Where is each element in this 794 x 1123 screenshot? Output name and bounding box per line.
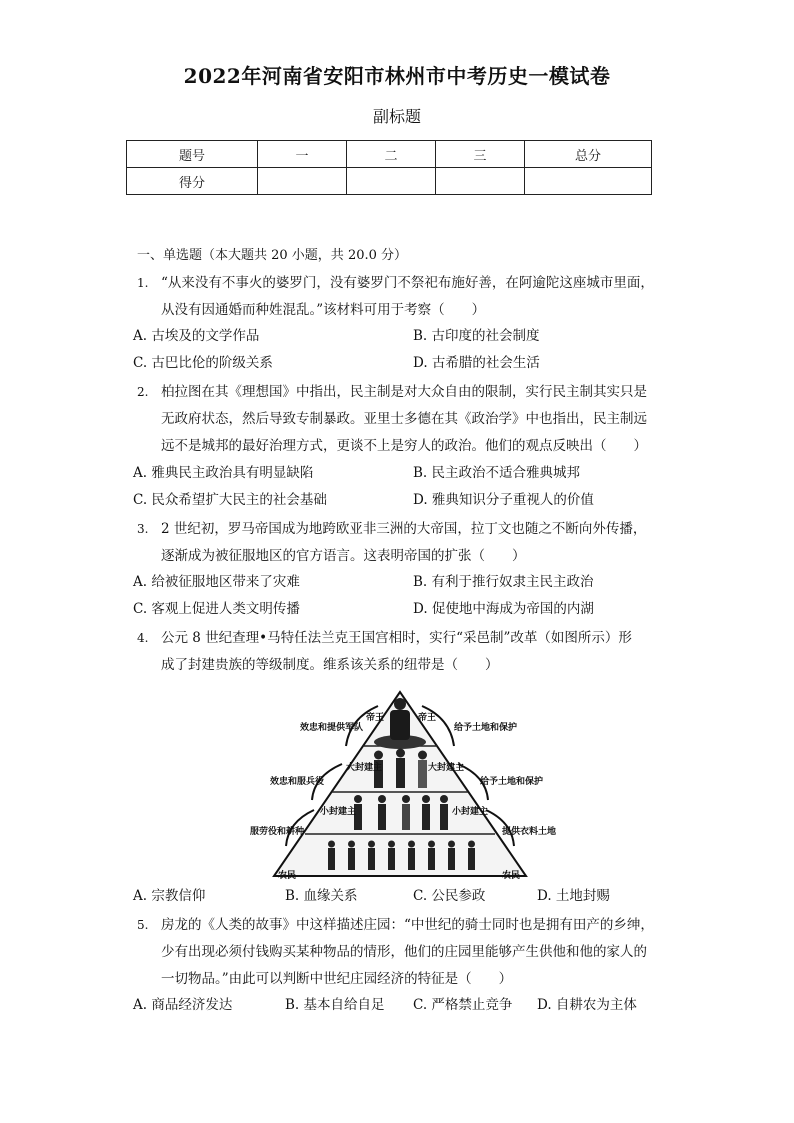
option-c[interactable]: C. 古巴比伦的阶级关系 [133,355,273,371]
option-a[interactable]: A. 给被征服地区带来了灾难 [133,574,300,590]
figure-label: 大封建主 [346,763,383,773]
question-number: 1. [137,276,149,290]
question-text-line: 逐渐成为被征服地区的官方语言。这表明帝国的扩张（ ） [161,548,526,564]
option-d[interactable]: D. 古希腊的社会生活 [413,355,540,371]
option-a[interactable]: A. 雅典民主政治具有明显缺陷 [133,465,314,481]
question-2 [137,379,667,460]
option-c[interactable]: C. 客观上促进人类文明传播 [133,601,300,617]
figure-label: 小封建主 [320,807,357,817]
option-d[interactable]: D. 雅典知识分子重视人的价值 [413,492,594,508]
question-number: 2. [137,385,149,399]
figure-label: 效忠和服兵役 [270,777,325,787]
options-row [133,324,673,351]
page-subtitle: 副标题 [372,107,421,126]
options-row [133,884,673,911]
score-table [126,140,652,195]
figure-label: 给予土地和保护 [454,723,518,733]
question-text-line: “从来没有不事火的婆罗门，没有婆罗门不祭祀布施好善，在阿逾陀这座城市里面， [161,275,654,291]
score-table-blank-cell[interactable] [436,168,525,195]
option-b[interactable]: B. 古印度的社会制度 [413,328,540,344]
score-table-blank-cell[interactable] [525,168,652,195]
question-number: 4. [137,631,149,645]
figure-label: 帝王 [418,713,437,723]
score-table-header-row [127,141,652,168]
question-4 [137,625,667,679]
question-text-line: 一切物品。”由此可以判断中世纪庄园经济的特征是（ ） [161,971,513,987]
option-c[interactable]: C. 公民参政 [413,888,486,904]
options-row [133,597,673,624]
question-5 [137,912,667,993]
question-text-line: 远不是城邦的最好治理方式，更谈不上是穷人的政治。他们的观点反映出（ ） [161,438,647,454]
question-text-line: 2 世纪初，罗马帝国成为地跨欧亚非三洲的大帝国，拉丁文也随之不断向外传播， [161,521,647,537]
figure-label: 大封建主 [428,763,465,773]
question-1 [137,270,667,324]
question-text-line: 柏拉图在其《理想国》中指出，民主制是对大众自由的限制，实行民主制其实只是 [161,384,647,400]
figure-label: 给予土地和保护 [480,777,544,787]
option-c[interactable]: C. 民众希望扩大民主的社会基础 [133,492,327,508]
option-a[interactable]: A. 商品经济发达 [133,997,233,1013]
question-text-line: 无政府状态，然后导致专制暴政。亚里士多德在其《政治学》中也指出，民主制远 [161,411,647,427]
feudal-pyramid-figure [250,688,557,882]
option-d[interactable]: D. 自耕农为主体 [537,997,637,1013]
figure-label: 农民 [502,871,521,881]
option-a[interactable]: A. 宗教信仰 [133,888,206,904]
score-table-cell: 题号 [127,141,258,168]
score-table-blank-cell[interactable] [258,168,347,195]
option-a[interactable]: A. 古埃及的文学作品 [133,328,260,344]
option-b[interactable]: B. 有利于推行奴隶主民主政治 [413,574,594,590]
question-text-line: 少有出现必须付钱购买某种物品的情形，他们的庄园里能够产生供他和他的家人的 [161,944,647,960]
question-text-line: 成了封建贵族的等级制度。维系该关系的纽带是（ ） [161,657,499,673]
question-3 [137,516,667,570]
figure-label: 提供衣料土地 [502,827,557,837]
question-text-line: 房龙的《人类的故事》中这样描述庄园：“中世纪的骑士同时也是拥有田产的乡绅， [161,917,654,933]
option-b[interactable]: B. 基本自给自足 [285,997,385,1013]
figure-label: 帝王 [366,713,385,723]
option-d[interactable]: D. 土地封赐 [537,888,610,904]
score-table-cell: 二 [347,141,436,168]
option-c[interactable]: C. 严格禁止竞争 [413,997,513,1013]
question-text-line: 公元 8 世纪查理•马特任法兰克王国宫相时，实行“采邑制”改革（如图所示）形 [161,630,632,646]
section-heading: 一、单选题（本大题共 20 小题，共 20.0 分） [137,248,408,263]
score-table-cell: 总分 [525,141,652,168]
options-row [133,570,673,597]
score-table-cell: 三 [436,141,525,168]
options-row [133,993,673,1020]
question-number: 5. [137,918,149,932]
score-table-blank-cell[interactable] [347,168,436,195]
option-d[interactable]: D. 促使地中海成为帝国的内湖 [413,601,594,617]
figure-label: 效忠和提供军队 [300,723,364,733]
question-number: 3. [137,522,149,536]
figure-label: 农民 [278,871,297,881]
page-title: 2022年河南省安阳市林州市中考历史一模试卷 [183,64,611,88]
figure-label: 服劳役和耕种 [250,827,305,837]
score-table-cell: 一 [258,141,347,168]
figure-label: 小封建主 [452,807,489,817]
score-table-cell: 得分 [127,168,258,195]
option-b[interactable]: B. 血缘关系 [285,888,358,904]
option-b[interactable]: B. 民主政治不适合雅典城邦 [413,465,581,481]
options-row [133,351,673,378]
options-row [133,461,673,488]
question-text-line: 从没有因通婚而种姓混乱。”该材料可用于考察（ ） [161,302,486,318]
options-row [133,488,673,515]
score-table-score-row [127,168,652,195]
